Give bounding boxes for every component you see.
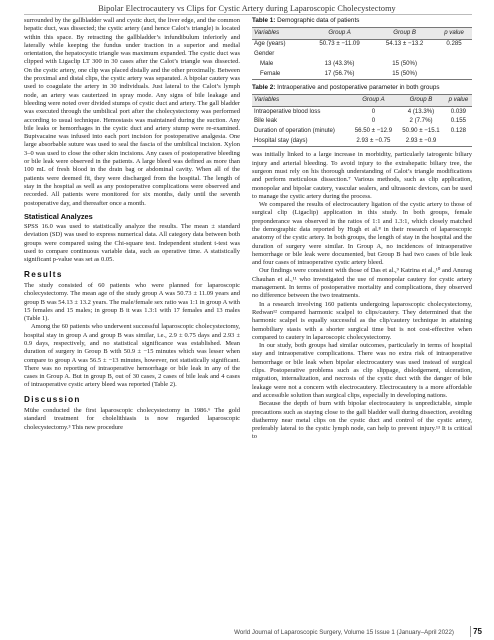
table-cell: 0 bbox=[371, 107, 376, 115]
page-footer bbox=[0, 627, 494, 640]
table2 bbox=[252, 94, 472, 147]
table-cell: 4 (13.3%) bbox=[407, 107, 435, 115]
running-head: Bipolar Electrocautery vs Clips for Cystic Artery during Laparoscopic Cholecystectomy bbox=[98, 4, 396, 13]
table-cell: 2.93 ± −0.9 bbox=[397, 136, 445, 146]
table-row bbox=[252, 136, 472, 146]
table-row bbox=[252, 117, 472, 127]
table-cell: 56.50 ± −12.9 bbox=[354, 127, 393, 135]
footer-divider bbox=[470, 626, 471, 637]
table-cell: 0.285 bbox=[446, 40, 462, 48]
table-cell: 0.039 bbox=[450, 107, 467, 115]
discussion-paragraph-1: Mühe conducted the first laparoscopic cholecystectomy in 1986.⁶ The gold standard treatment for cholelithiasis is now regarded laparoscopic cholecystectomy.³ This new procedure bbox=[24, 407, 240, 431]
table1-caption bbox=[252, 17, 472, 25]
table-cell: Intraoperative blood loss bbox=[254, 107, 321, 115]
left-column bbox=[24, 17, 240, 432]
table2-header: Group A bbox=[350, 95, 398, 106]
stats-heading: Statistical Analyzes bbox=[24, 211, 93, 221]
table-cell: Age (years) bbox=[254, 40, 286, 48]
table1-label: Table 1: bbox=[252, 17, 276, 24]
table-row bbox=[252, 106, 472, 116]
table2-header: Group B bbox=[397, 95, 445, 106]
discussion-paragraph-2: was initially linked to a large increase in morbidity, particularly iatrogenic biliary injury and arterial bleeding. To avoid injury to the extrahepatic biliary tree, the surgeon must rely on his thorough understanding of Calot’s triangle modifications and perform meticulous dissection.⁷ Various methods, such as clip application, monopolar and bipolar cautery, vascular sealers, and ultrasonic devices, can be used to manage the cystic artery during the process. bbox=[252, 151, 472, 200]
discussion-paragraph-6: In our study, both groups had similar outcomes, particularly in terms of hospital stay and intraoperative complications. There was no extra risk of intraoperative hemorrhage or bile leak when bipolar electrocautery was used instead of surgical clips. Postoperative problems such as clip slippage, dislodgement, ulceration, migration, internalization, and necrosis of the cystic duct with the danger of bile leakage were not a concern with electrocautery. Electrocautery is a more affordable and accessible solution than surgical clips, especially in developing nations. bbox=[252, 342, 472, 399]
table2-header: p value bbox=[445, 95, 472, 106]
table2-header: Variables bbox=[252, 95, 350, 106]
table-cell bbox=[373, 49, 436, 59]
table-cell: Bile leak bbox=[254, 117, 278, 125]
table-cell: 0.128 bbox=[450, 127, 467, 135]
table2-title: Intraoperative and postoperative parameter in both groups bbox=[277, 84, 440, 92]
table-cell: Hospital stay (days) bbox=[252, 136, 350, 146]
table1-header: Variables bbox=[252, 28, 306, 39]
table-cell: 50.90 ± −15.1 bbox=[402, 127, 440, 135]
table-cell: 50.73 ± −11.09 bbox=[319, 40, 360, 48]
table-cell: 13 (43.3%) bbox=[324, 60, 355, 68]
results-paragraph-1: The study consisted of 60 patients who were planned for laparoscopic cholecystectomy. The mean age of the study group A was 50.73 ± 11.09 years and group B was 54.13 ± 13.2 years. The male/female sex ratio was 1:1 in group A with 15 females and 15 males; in group B it was 1.3:1 with 17 females and 13 males (Table 1). bbox=[24, 281, 240, 323]
table-cell: 2 (7.7%) bbox=[409, 117, 433, 125]
table-cell: Duration of operation (minute) bbox=[254, 127, 335, 135]
table-row bbox=[252, 49, 472, 59]
table-cell: Female bbox=[252, 69, 306, 79]
journal-citation: World Journal of Laparoscopic Surgery, Volume 15 Issue 1 (January–April 2022) bbox=[234, 629, 454, 636]
table-cell: 0.155 bbox=[450, 117, 467, 125]
table2-label: Table 2: bbox=[252, 84, 276, 92]
table1-title: Demographic data of patients bbox=[277, 17, 360, 24]
table-cell: 15 (50%) bbox=[373, 69, 436, 79]
discussion-paragraph-5: In a research involving 160 patients undergoing laparoscopic cholecystectomy, Redwan¹² compared harmonic scalpel to clips/cautery. They determined that the harmonic scalpel is equally successful as the clip/cautery technique in attaining hemobiliary stasis with a shorter surgical time but is not cost-effective when compared to cautery in laparoscopic cholecystectomy. bbox=[252, 300, 472, 341]
table-cell: 54.13 ± −13.2 bbox=[385, 40, 424, 48]
table1 bbox=[252, 27, 472, 80]
discussion-paragraph-4: Our findings were consistent with those of Das et al.,⁹ Katrina et al.,¹⁰ and Anurag Chauhan et al.,¹¹ who investigated the use of monopolar cautery for cystic artery management. In terms of postoperative mortality and complications, they observed no difference between the two treatments. bbox=[252, 267, 472, 300]
table-cell: 2.93 ± −0.75 bbox=[350, 136, 398, 146]
table1-header: Group B bbox=[373, 28, 436, 39]
stats-paragraph: SPSS 16.0 was used to statistically analyze the results. The mean ± standard deviation (SD) was used to express numerical data. All category data between both groups were compared using the Chi-square test. Independent student t-test was used to compare continuous variable data, such as operative time. A statistically significant p-value was set as 0.05. bbox=[24, 223, 240, 264]
table-row bbox=[252, 69, 472, 79]
page-number: 75 bbox=[473, 627, 482, 636]
table-cell bbox=[436, 49, 472, 59]
table-row bbox=[252, 127, 472, 137]
table-cell: 0 bbox=[371, 117, 376, 125]
discussion-heading: Discussion bbox=[24, 394, 81, 404]
table1-header: Group A bbox=[306, 28, 373, 39]
discussion-paragraph-7: Because the depth of burn with bipolar electrocautery is unpredictable, simple precautions such as staying close to the gall bladder wall during dissection, avoiding diathermy near metal clips on the cystic duct and control of the cystic artery, preferably lateral to the cystic lymph node, can help to prevent injury.¹³ It is critical to bbox=[252, 400, 472, 441]
table-cell: 17 (56.7%) bbox=[306, 69, 373, 79]
header-rule bbox=[24, 14, 472, 15]
table1-header: p value bbox=[436, 28, 472, 39]
results-heading: Results bbox=[24, 269, 63, 279]
table-row bbox=[252, 59, 472, 69]
table-cell bbox=[436, 69, 472, 79]
table-cell bbox=[306, 49, 373, 59]
table2-caption bbox=[252, 84, 472, 92]
discussion-paragraph-3: We compared the results of electrocautery ligation of the cystic artery to those of surgical clip (Ligaclip) application in this study. In both groups, female preponderance was observed in the ratios of 1:1 and 1.3:1, which closely matched the demographic data reported by Hugh et al.⁸ in their research of laparoscopic anatomy of the cystic artery. In both groups, the length of stay in the hospital and the duration of surgery were similar. In Group A, no incidences of intraoperative hemorrhage or bile leak were documented, but Group B had two cases of bile leak and four cases of intraoperative cystic artery bleed. bbox=[252, 201, 472, 267]
table-cell bbox=[436, 59, 472, 69]
table-row bbox=[252, 39, 472, 49]
table-cell bbox=[445, 136, 472, 146]
methods-paragraph: surrounded by the gallbladder wall and cystic duct, the liver edge, and the common hepatic duct, was dissected; the cystic artery (and hence Calot’s triangle) is located within this space. By retracting the gallbladder’s infundibulum inferiorly and laterally while keeping the fundus under traction in a superior and medial orientation, the hepatocystic triangle was maximum expanded. The cystic duct was clipped with Ligaclip LT 300 in 30 cases after the Calot’s triangle was dissected. On the cystic artery, one clip was placed distally and the other proximally. Between the proximal and distal clips, the cystic artery was separated. A bipolar cautery was used to coagulate the artery in 30 individuals. Just lateral to the Calot’s lymph node, an artery was cauterized in spray mode. Any signs of bile leakage and bleeding were noted over divided stumps of cystic duct and artery. The gall bladder was executed through the umbilical port after the cholecystectomy was performed according to usual technique. Hemostasis was maintained during the suction. Any bile leaks or hemorrhages in the cystic duct and artery stump were re-examined. Bupivacaine was infused into each port incision for postoperative analgesia. One large absorbable suture was used to seal the fascia of the umbilical incision. Xylon 3–0 was used to close the other skin incisions. Any cases of postoperative bleeding or bile leak were observed in the patients. A large bleed was defined as more than 100 mL of fresh blood in the drain bag or abdominal cavity. When all of the patients were deemed fit, they were discharged from the hospital. The length of stay in the hospital as well as any postoperative complications were observed and recorded. All patients were monitored for six months, daily until the seventh postoperative day, and thereafter once a month. bbox=[24, 17, 240, 207]
results-paragraph-2: Among the 60 patients who underwent successful laparoscopic cholecystectomy, hospital stay in group A and group B was similar, i.e., 2.9 ± 0.75 days and 2.93 ± 0.9 days, respectively, and no statistical significance was established. Mean duration of surgery in Group B with 50.9 ± −15 minutes which was lesser when compare to group A was 56.5 ± −13 minutes, however, not statistically significant. There was no reporting of intraoperative hemorrhage or bile leak in any of the cases in Group A. But in group B, out of 30 cases, 2 cases of bile leak and 4 cases of intraoperative cystic artery bleed was reported (Table 2). bbox=[24, 323, 240, 389]
right-column bbox=[252, 17, 472, 442]
table-cell: Gender bbox=[254, 50, 275, 58]
table-cell: 15 (50%) bbox=[392, 60, 417, 68]
table-cell: Male bbox=[260, 60, 274, 68]
